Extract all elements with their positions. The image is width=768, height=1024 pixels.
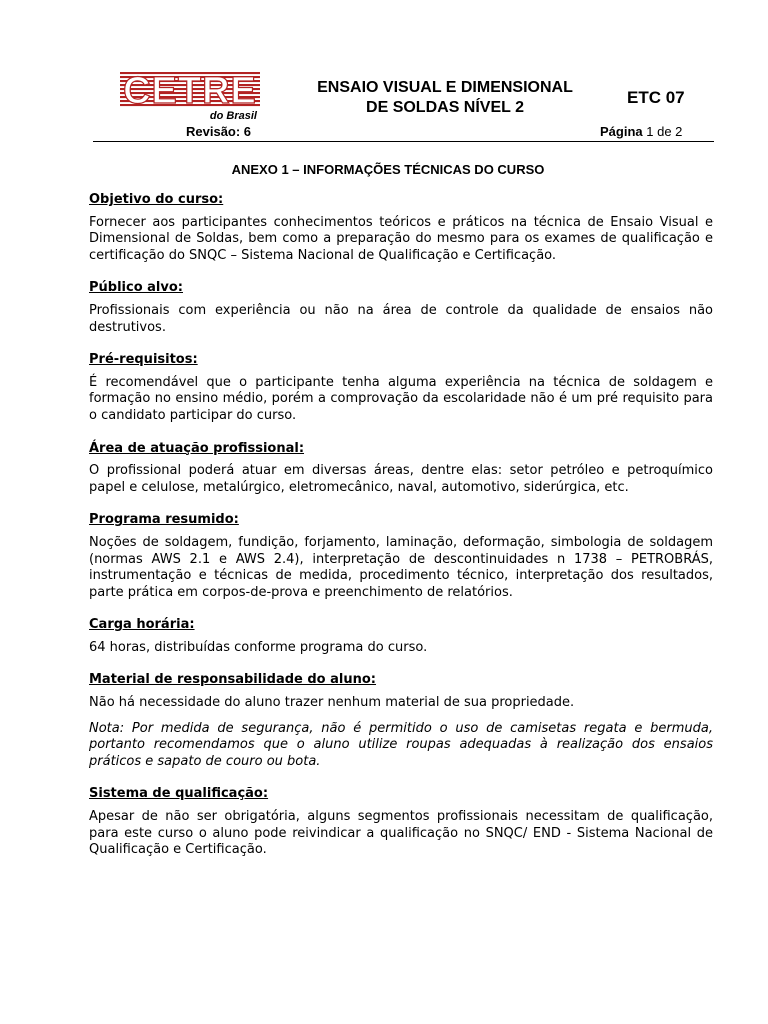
section-audience <box>89 280 713 336</box>
section-title: Pré-requisitos: <box>89 352 198 368</box>
section-prerequisites <box>89 352 713 424</box>
section-body: Noções de soldagem, fundição, forjamento, laminação, deformação, simbologia de soldagem (normas AWS 2.1 e AWS 2.4), interpretação de descontinuidades n 1738 – PETROBRÁS, instrumentação e técnicas de medida, procedimento técnico, interpretação dos resultados, parte prática em corpos-de-prova e preenchimento de relatórios. <box>89 534 713 600</box>
title-line-2: DE SOLDAS NÍVEL 2 <box>366 99 524 116</box>
title-line-1: ENSAIO VISUAL E DIMENSIONAL <box>317 79 573 96</box>
section-program-summary <box>89 512 713 601</box>
cetre-logo <box>120 72 260 122</box>
svg-text:CETRE: CETRE <box>123 72 257 112</box>
section-body: Profissionais com experiência ou não na área de controle da qualidade de ensaios não destrutivos. <box>89 302 713 335</box>
section-title: Público alvo: <box>89 280 183 296</box>
section-title: Programa resumido: <box>89 512 239 528</box>
section-body: Não há necessidade do aluno trazer nenhum material de sua propriedade. <box>89 695 575 711</box>
revision-label: Revisão: 6 <box>186 124 252 139</box>
section-title: Objetivo do curso: <box>89 192 224 207</box>
section-professional-area <box>89 441 713 497</box>
section-body: 64 horas, distribuídas conforme programa do curso. <box>89 639 428 655</box>
section-body: Apesar de não ser obrigatória, alguns segmentos profissionais necessitam de qualificação, para este curso o aluno pode reivindicar a qualificação no SNQC/ END - Sistema Nacional de Qualificação e Certificação. <box>89 809 713 858</box>
section-title: Sistema de qualificação: <box>89 786 269 802</box>
header-divider <box>93 141 714 142</box>
page-label: Página <box>600 124 643 139</box>
page-value: 1 de 2 <box>646 124 683 139</box>
svg-text:do Brasil: do Brasil <box>209 110 257 122</box>
safety-note: Nota: Por medida de segurança, não é permitido o uso de camisetas regata e bermuda, portanto recomendamos que o aluno utilize roupas adequadas à realização dos ensaios práticos e sapato de couro ou bota. <box>89 720 713 769</box>
document-title <box>290 78 600 118</box>
section-title: Área de atuação profissional: <box>89 440 305 456</box>
section-body: O profissional poderá atuar em diversas áreas, dentre elas: setor petróleo e petroquímico papel e celulose, metalúrgico, eletromecânico, naval, automotivo, siderúrgica, etc. <box>89 463 713 495</box>
section-student-material <box>89 672 713 711</box>
annex-title: ANEXO 1 – INFORMAÇÕES TÉCNICAS DO CURSO <box>231 162 545 177</box>
section-objective <box>89 192 713 264</box>
section-qualification-system <box>89 786 713 858</box>
document-code: ETC 07 <box>627 88 685 107</box>
section-body: Fornecer aos participantes conhecimentos teóricos e práticos na técnica de Ensaio Visual e Dimensional de Soldas, bem como a preparação do mesmo para os exames de qualificação e certificação do SNQC – Sistema Nacional de Qualificação e Certificação. <box>89 214 713 263</box>
section-title: Carga horária: <box>89 617 195 633</box>
section-body: É recomendável que o participante tenha alguma experiência na técnica de soldagem e formação no ensino médio, porém a comprovação da escolaridade não é um pré requisito para o candidato participar do curso. <box>89 374 713 423</box>
section-title: Material de responsabilidade do aluno: <box>89 672 377 688</box>
document-body <box>89 192 713 859</box>
section-workload <box>89 617 713 656</box>
page-number <box>600 124 682 139</box>
